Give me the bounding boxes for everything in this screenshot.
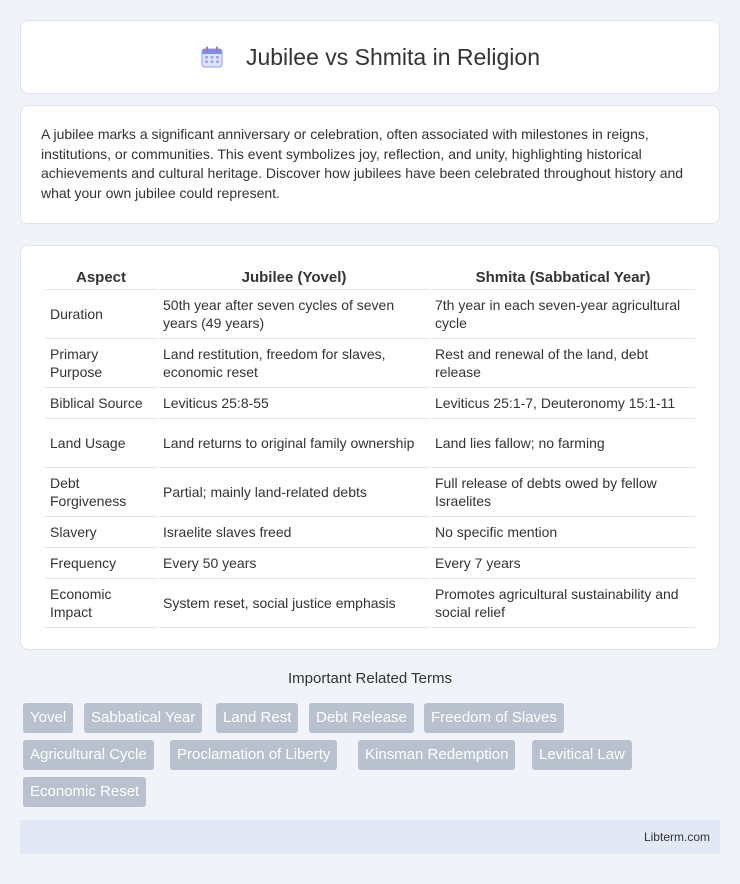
table-row bbox=[45, 339, 695, 388]
cell-jubilee: Partial; mainly land-related debts bbox=[159, 468, 429, 517]
calendar-icon bbox=[200, 45, 224, 69]
tag-land-rest[interactable]: Land Rest bbox=[216, 703, 298, 733]
intro-text: A jubilee marks a significant anniversary or celebration, often associated with milestones in reigns, institutions, or communities. This event symbolizes joy, reflection, and unity, highlighting historical achievements and cultural heritage. Discover how jubilees have been celebrated throughout history and what your own jubilee could represent. bbox=[41, 126, 684, 201]
cell-aspect: Debt Forgiveness bbox=[45, 468, 157, 517]
cell-jubilee: Land returns to original family ownership bbox=[159, 419, 429, 468]
table-row bbox=[45, 579, 695, 628]
cell-jubilee: Every 50 years bbox=[159, 548, 429, 579]
table-row bbox=[45, 468, 695, 517]
cell-aspect: Primary Purpose bbox=[45, 339, 157, 388]
footer bbox=[20, 820, 720, 854]
tag-kinsman-redemption[interactable]: Kinsman Redemption bbox=[358, 740, 515, 770]
related-terms-title: Important Related Terms bbox=[288, 670, 452, 687]
footer-site-link[interactable]: Libterm.com bbox=[643, 830, 710, 844]
cell-shmita: Promotes agricultural sustainability and social relief bbox=[431, 579, 695, 628]
cell-shmita: Every 7 years bbox=[431, 548, 695, 579]
comparison-table-card bbox=[20, 245, 720, 650]
cell-aspect: Slavery bbox=[45, 517, 157, 548]
header-aspect: Aspect bbox=[45, 266, 157, 290]
cell-jubilee: Leviticus 25:8-55 bbox=[159, 388, 429, 419]
tag-proclamation-of-liberty[interactable]: Proclamation of Liberty bbox=[170, 740, 337, 770]
cell-shmita: 7th year in each seven-year agricultural cycle bbox=[431, 290, 695, 339]
cell-shmita: Leviticus 25:1-7, Deuteronomy 15:1-11 bbox=[431, 388, 695, 419]
table-row bbox=[45, 388, 695, 419]
cell-aspect: Economic Impact bbox=[45, 579, 157, 628]
cell-aspect: Land Usage bbox=[45, 419, 157, 468]
intro-card bbox=[20, 105, 720, 224]
cell-aspect: Frequency bbox=[45, 548, 157, 579]
header-jubilee: Jubilee (Yovel) bbox=[159, 266, 429, 290]
cell-shmita: Full release of debts owed by fellow Israelites bbox=[431, 468, 695, 517]
header-card bbox=[20, 20, 720, 94]
page-title: Jubilee vs Shmita in Religion bbox=[245, 43, 541, 70]
header-shmita: Shmita (Sabbatical Year) bbox=[431, 266, 695, 290]
tag-sabbatical-year[interactable]: Sabbatical Year bbox=[84, 703, 202, 733]
cell-shmita: Land lies fallow; no farming bbox=[431, 419, 695, 468]
cell-jubilee: Land restitution, freedom for slaves, economic reset bbox=[159, 339, 429, 388]
cell-jubilee: System reset, social justice emphasis bbox=[159, 579, 429, 628]
cell-jubilee: Israelite slaves freed bbox=[159, 517, 429, 548]
cell-shmita: Rest and renewal of the land, debt release bbox=[431, 339, 695, 388]
cell-aspect: Biblical Source bbox=[45, 388, 157, 419]
cell-shmita: No specific mention bbox=[431, 517, 695, 548]
table-row bbox=[45, 548, 695, 579]
tag-yovel[interactable]: Yovel bbox=[23, 703, 73, 733]
table-row bbox=[45, 419, 695, 468]
table-row bbox=[45, 290, 695, 339]
tag-levitical-law[interactable]: Levitical Law bbox=[532, 740, 632, 770]
comparison-table bbox=[43, 266, 697, 628]
tag-freedom-of-slaves[interactable]: Freedom of Slaves bbox=[424, 703, 564, 733]
tag-economic-reset[interactable]: Economic Reset bbox=[23, 777, 146, 807]
cell-jubilee: 50th year after seven cycles of seven years (49 years) bbox=[159, 290, 429, 339]
tag-agricultural-cycle[interactable]: Agricultural Cycle bbox=[23, 740, 154, 770]
cell-aspect: Duration bbox=[45, 290, 157, 339]
table-row bbox=[45, 517, 695, 548]
tag-debt-release[interactable]: Debt Release bbox=[309, 703, 414, 733]
